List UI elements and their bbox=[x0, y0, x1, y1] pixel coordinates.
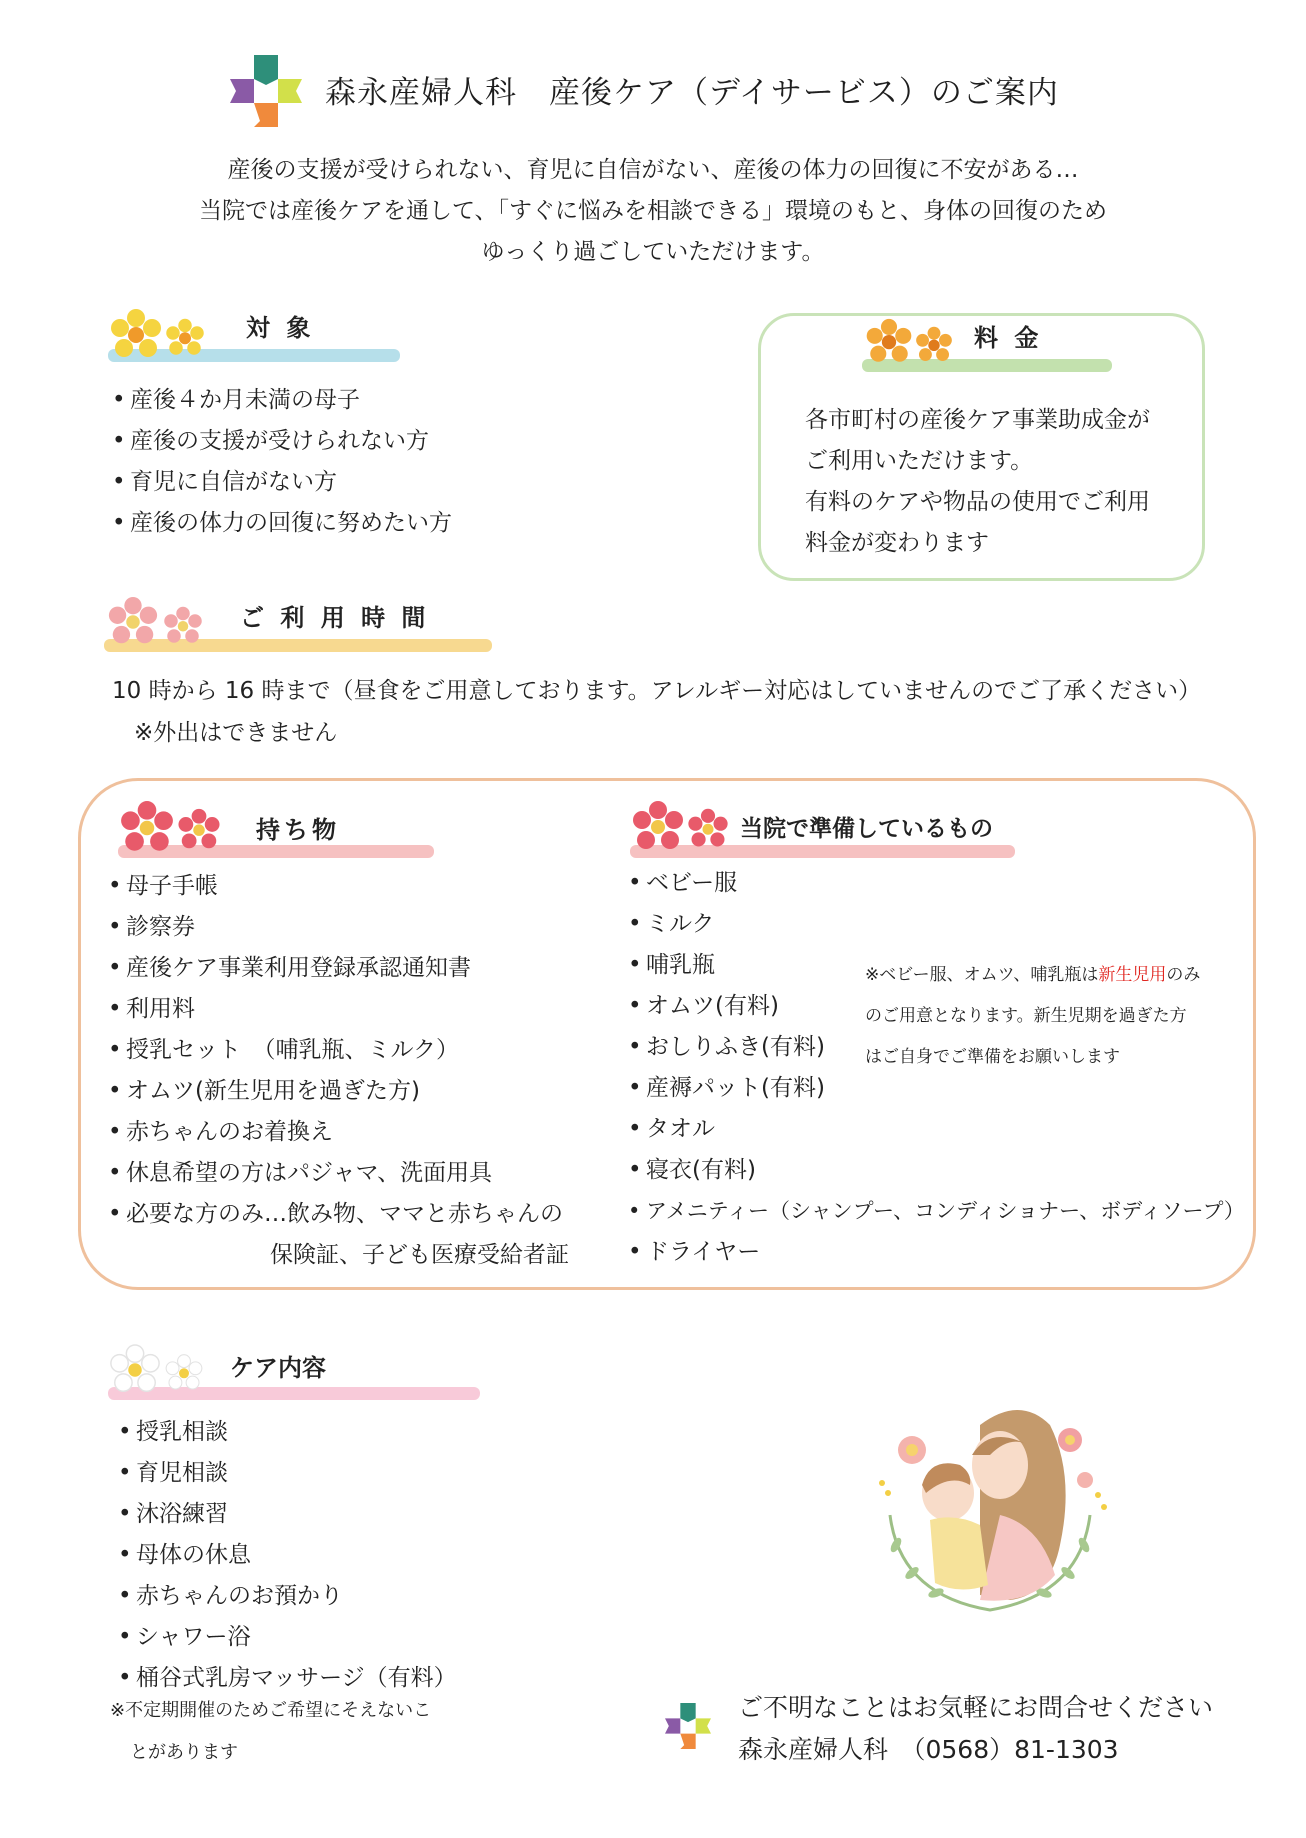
note-text: のみ bbox=[1166, 965, 1201, 985]
list-item: • 授乳セット （哺乳瓶、ミルク） bbox=[108, 1030, 563, 1071]
yellow-flower-icon bbox=[108, 308, 164, 364]
clinic-logo-icon bbox=[230, 55, 302, 127]
list-item: • 休息希望の方はパジャマ、洗面用具 bbox=[108, 1153, 563, 1194]
yellow-flower-icon bbox=[164, 318, 206, 360]
list-item: • ミルク bbox=[628, 904, 1245, 945]
list-item: • オムツ(新生児用を過ぎた方) bbox=[108, 1071, 563, 1112]
belongings-heading bbox=[118, 796, 438, 866]
list-item: • 赤ちゃんのお着換え bbox=[108, 1112, 563, 1153]
hours-note: ※外出はできません bbox=[134, 720, 338, 746]
list-item: • 診察券 bbox=[108, 907, 563, 948]
orange-flower-icon bbox=[864, 318, 914, 368]
fee-description bbox=[805, 400, 1150, 564]
red-flower-icon bbox=[118, 800, 176, 858]
belongings-list bbox=[108, 866, 563, 1235]
list-item: • ドライヤー bbox=[628, 1232, 1245, 1273]
target-list bbox=[112, 380, 452, 544]
note-highlight: 新生児用 bbox=[1098, 965, 1167, 985]
intro-line: 当院では産後ケアを通して、「すぐに悩みを相談できる」環境のもと、身体の回復のため bbox=[198, 198, 1108, 224]
heading-label: 持ち物 bbox=[256, 816, 340, 844]
mother-baby-illustration bbox=[860, 1395, 1120, 1635]
contact-line: ご不明なことはお気軽にお問合せください bbox=[738, 1693, 1214, 1722]
baby-items-note bbox=[865, 955, 1200, 1078]
list-item: • 赤ちゃんのお預かり bbox=[118, 1576, 457, 1617]
hours-line: 10 時から 16 時まで（昼食をご用意しております。アレルギー対応はしていませんのでご了承ください） bbox=[112, 678, 1202, 704]
list-item: • 育児相談 bbox=[118, 1453, 457, 1494]
belongings-continuation: 保険証、子ども医療受給者証 bbox=[270, 1242, 569, 1268]
care-heading bbox=[108, 1338, 488, 1408]
list-item: • 必要な方のみ…飲み物、ママと赤ちゃんの bbox=[108, 1194, 563, 1235]
intro-line: ゆっくり過ごしていただけます。 bbox=[481, 239, 825, 265]
contact-phone[interactable]: 森永産婦人科 （0568）81-1303 bbox=[738, 1735, 1119, 1764]
list-item: • 沐浴練習 bbox=[118, 1494, 457, 1535]
document-header bbox=[230, 55, 1130, 145]
hours-text bbox=[112, 670, 1201, 754]
list-item: • アメニティー（シャンプー、コンディショナー、ボディソープ） bbox=[628, 1191, 1245, 1232]
heading-label: 料 金 bbox=[974, 324, 1043, 352]
pink-flower-icon bbox=[162, 606, 204, 648]
list-item: • 育児に自信がない方 bbox=[112, 462, 452, 503]
white-flower-icon bbox=[108, 1344, 162, 1398]
white-flower-icon bbox=[164, 1354, 204, 1394]
list-item: • おしりふき(有料) bbox=[628, 1027, 1245, 1068]
note-text: はご自身でご準備をお願いします bbox=[865, 1047, 1120, 1067]
red-flower-icon bbox=[176, 808, 222, 854]
intro-text bbox=[0, 150, 1306, 273]
intro-line: 産後の支援が受けられない、育児に自信がない、産後の体力の回復に不安がある… bbox=[227, 157, 1079, 183]
heading-label: 対 象 bbox=[246, 314, 315, 342]
red-flower-icon bbox=[686, 808, 730, 852]
care-note bbox=[110, 1690, 431, 1774]
list-item: • タオル bbox=[628, 1109, 1245, 1150]
heading-label: ご 利 用 時 間 bbox=[240, 604, 430, 632]
page-title: 森永産婦人科 産後ケア（デイサービス）のご案内 bbox=[325, 75, 1059, 111]
hours-heading bbox=[104, 590, 504, 660]
list-item: • シャワー浴 bbox=[118, 1617, 457, 1658]
orange-flower-icon bbox=[914, 326, 954, 366]
pink-flower-icon bbox=[106, 596, 160, 650]
contact-info bbox=[738, 1687, 1213, 1771]
note-text: ※ベビー服、オムツ、哺乳瓶は bbox=[865, 965, 1099, 985]
list-item: • 産褥パット(有料) bbox=[628, 1068, 1245, 1109]
fee-line: ご利用いただけます。 bbox=[805, 448, 1034, 474]
care-note-line: ※不定期開催のためご希望にそえないこ bbox=[110, 1700, 432, 1721]
clinic-logo-icon bbox=[665, 1703, 711, 1749]
fee-line: 有料のケアや物品の使用でご利用 bbox=[805, 489, 1150, 515]
list-item: • 寝衣(有料) bbox=[628, 1150, 1245, 1191]
red-flower-icon bbox=[630, 800, 686, 856]
target-heading bbox=[108, 300, 408, 370]
fee-line: 各市町村の産後ケア事業助成金が bbox=[805, 407, 1150, 433]
list-item: • 母子手帳 bbox=[108, 866, 563, 907]
provided-heading bbox=[630, 796, 1030, 866]
fee-line: 料金が変わります bbox=[805, 530, 989, 556]
list-item: • 哺乳瓶 bbox=[628, 945, 1245, 986]
list-item: • 産後の支援が受けられない方 bbox=[112, 421, 452, 462]
list-item: • 産後の体力の回復に努めたい方 bbox=[112, 503, 452, 544]
heading-label: ケア内容 bbox=[230, 1354, 326, 1382]
note-text: のご用意となります。新生児期を過ぎた方 bbox=[865, 1006, 1187, 1026]
list-item: • 産後ケア事業利用登録承認通知書 bbox=[108, 948, 563, 989]
list-item: • 産後４か月未満の母子 bbox=[112, 380, 452, 421]
list-item: • 授乳相談 bbox=[118, 1412, 457, 1453]
heading-label: 当院で準備しているもの bbox=[740, 816, 993, 842]
list-item: • 利用料 bbox=[108, 989, 563, 1030]
care-list bbox=[118, 1412, 457, 1699]
list-item: • オムツ(有料) bbox=[628, 986, 1245, 1027]
list-item: • 母体の休息 bbox=[118, 1535, 457, 1576]
list-item: • ベビー服 bbox=[628, 863, 1245, 904]
list-item: • 桶谷式乳房マッサージ（有料） bbox=[118, 1658, 457, 1699]
care-note-line: とがあります bbox=[130, 1742, 238, 1763]
fee-heading bbox=[862, 310, 1122, 380]
